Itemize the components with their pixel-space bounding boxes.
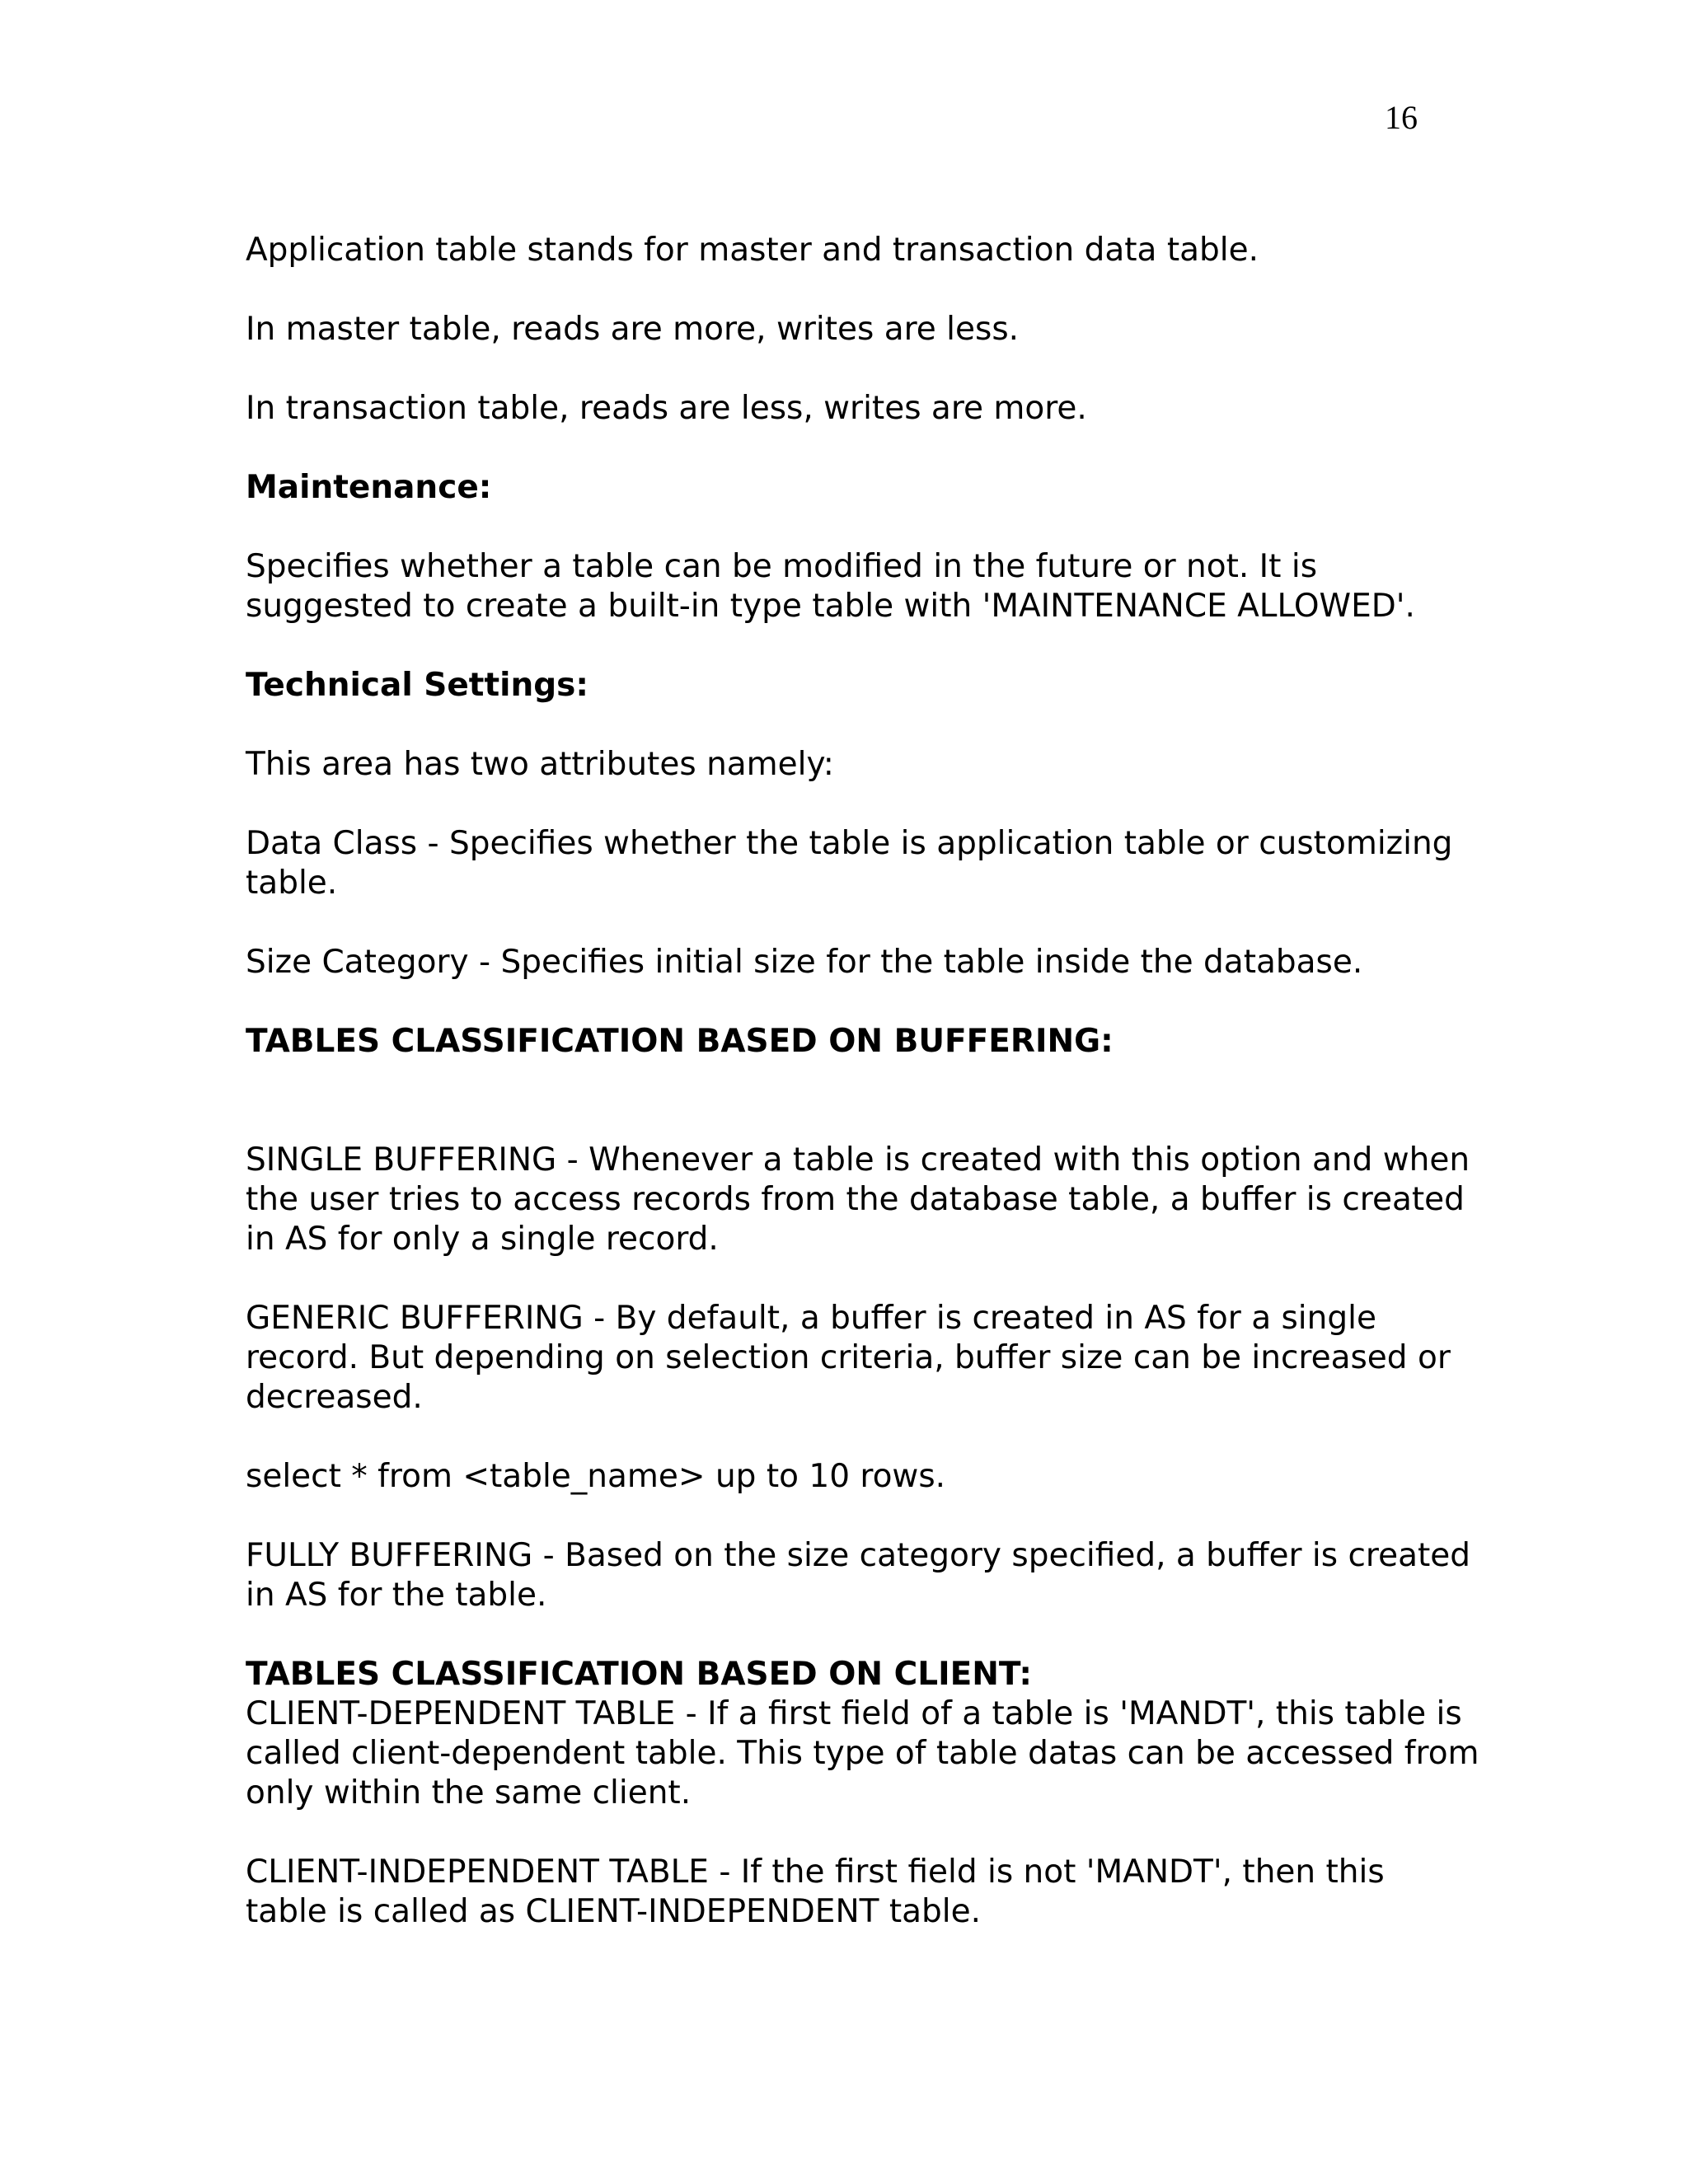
heading-client-classification: TABLES CLASSIFICATION BASED ON CLIENT: (246, 1656, 1032, 1693)
paragraph-client-dependent: CLIENT-DEPENDENT TABLE - If a first field of a table is 'MANDT', this table is called client-dependent table. This type of table datas can be accessed from only within the same client. (246, 1695, 1479, 1811)
paragraph-generic-buffering: GENERIC BUFFERING - By default, a buffer is created in AS for a single record. But depending on selection criteria, buffer size can be increased or decreased. (246, 1300, 1451, 1416)
paragraph-fully-buffering: FULLY BUFFERING - Based on the size category specified, a buffer is created in AS for the table. (246, 1537, 1471, 1614)
heading-buffering-classification: TABLES CLASSIFICATION BASED ON BUFFERING: (246, 1023, 1114, 1060)
paragraph-attributes: This area has two attributes namely: (246, 746, 834, 783)
heading-maintenance: Maintenance: (246, 469, 492, 506)
paragraph-maintenance: Specifies whether a table can be modified in the future or not. It is suggested to create a built-in type table with 'MAINTENANCE ALLOWED'. (246, 548, 1415, 625)
paragraph-client-independent: CLIENT-INDEPENDENT TABLE - If the first field is not 'MANDT', then this table is called as CLIENT-INDEPENDENT table. (246, 1854, 1385, 1930)
paragraph-application-table: Application table stands for master and transaction data table. (246, 232, 1259, 269)
paragraph-master-table: In master table, reads are more, writes are less. (246, 311, 1020, 348)
paragraph-size-category: Size Category - Specifies initial size for the table inside the database. (246, 944, 1363, 981)
paragraph-data-class: Data Class - Specifies whether the table is application table or customizing table. (246, 825, 1453, 902)
paragraph-single-buffering: SINGLE BUFFERING - Whenever a table is created with this option and when the user tries to access records from the database table, a buffer is created in AS for only a single record. (246, 1141, 1470, 1258)
page-content (246, 231, 1531, 1932)
page-number: 16 (1385, 99, 1418, 136)
paragraph-select-statement: select * from <table_name> up to 10 rows. (246, 1458, 946, 1495)
paragraph-transaction-table: In transaction table, reads are less, writes are more. (246, 390, 1087, 427)
heading-technical-settings: Technical Settings: (246, 667, 588, 704)
